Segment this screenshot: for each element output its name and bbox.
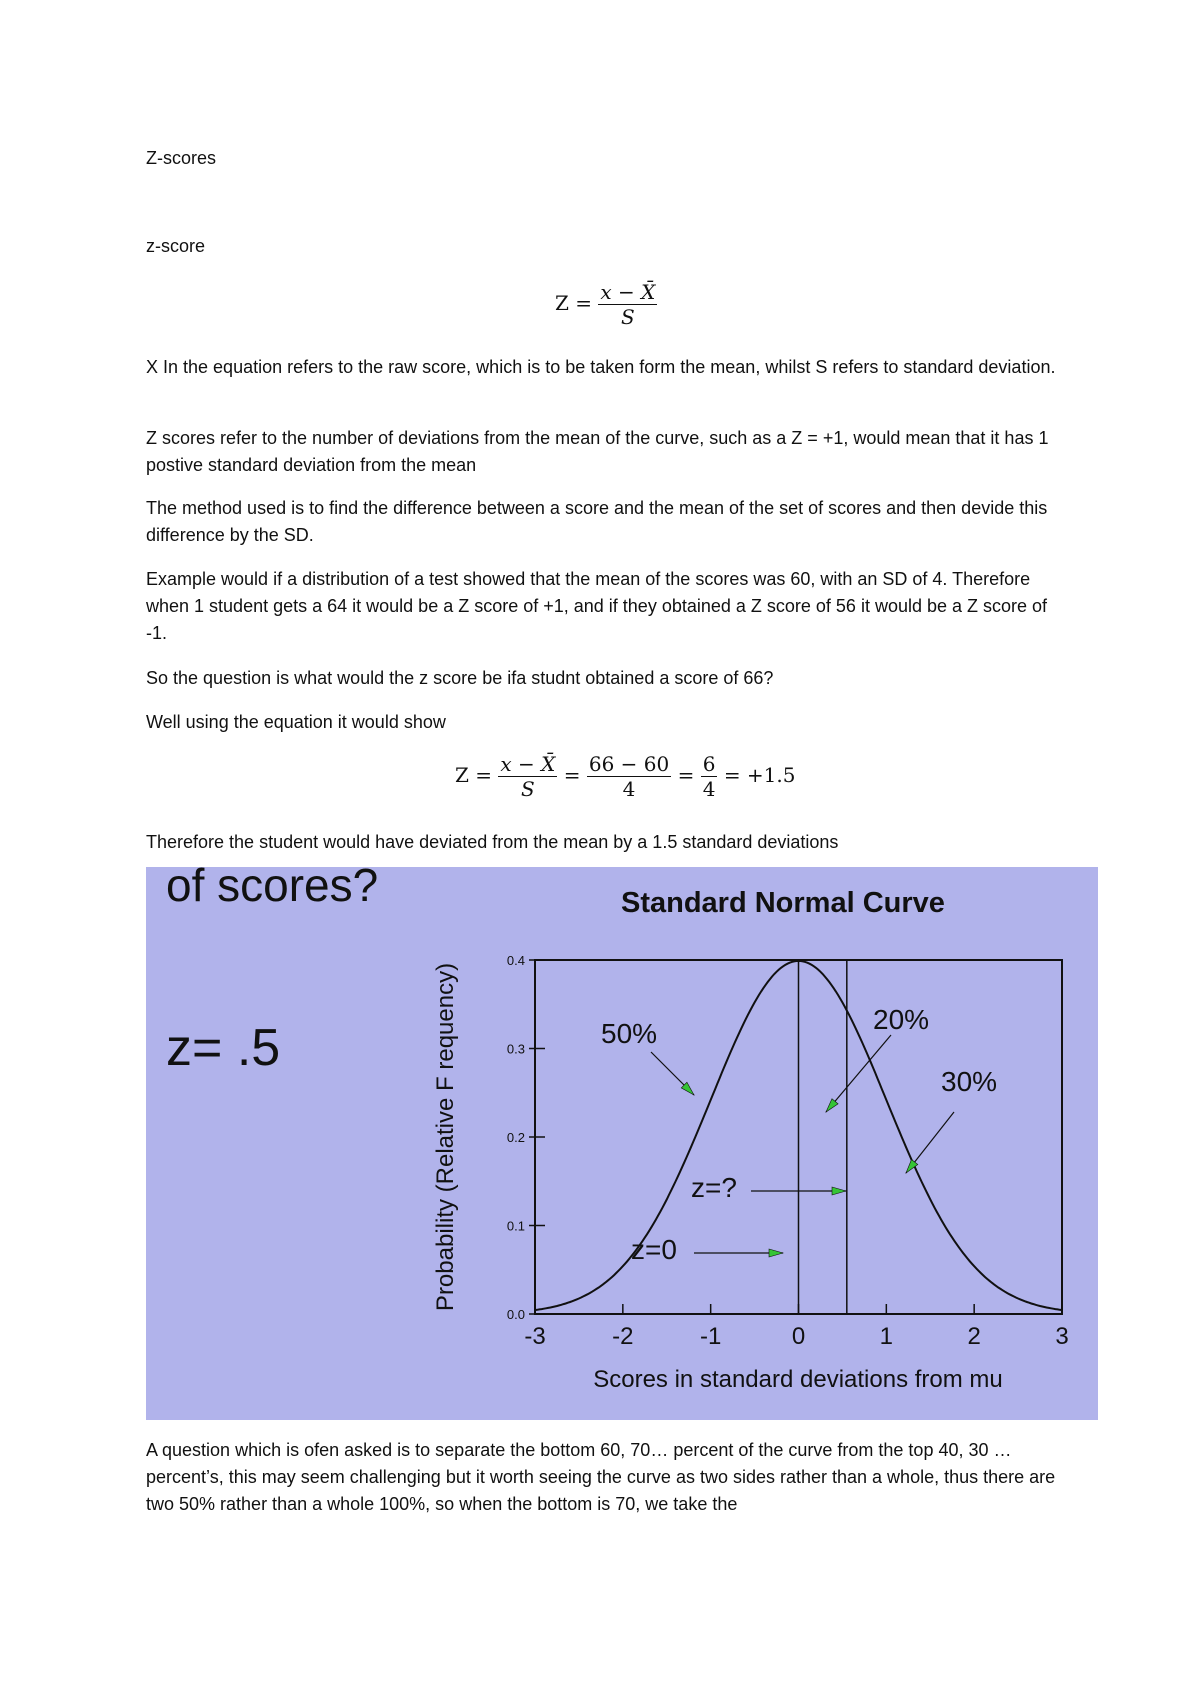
y-tick-label: 0.2 (506, 1130, 525, 1145)
x-tick-label: -1 (699, 1323, 722, 1350)
paragraph-separation: A question which is ofen asked is to separate the bottom 60, 70… percent of the curve from the top 40, 30 … percent’s, this may seem challenging but it worth seeing the curve as two sides rather than a whole, thus there are two 50% rather than a whole 100%, so when the bottom is 70, we take the (146, 1440, 1056, 1514)
worked-formula (455, 752, 796, 801)
worked-numerator-symbolic: x − X̄ (500, 752, 556, 776)
formula-fraction (598, 280, 657, 329)
paragraph-conclusion: Therefore the student would have deviated from the mean by a 1.5 standard deviations (146, 832, 839, 852)
z-unknown-label: z=? (691, 1172, 737, 1203)
chart-title: Standard Normal Curve (621, 887, 945, 919)
worked-denominator-simplified: 4 (702, 777, 716, 801)
worked-fraction-symbolic (498, 752, 557, 801)
x-tick-label: 0 (791, 1323, 806, 1350)
x-tick-label: -2 (612, 1323, 634, 1350)
paragraph-question: So the question is what would the z score be ifa studnt obtained a score of 66? (146, 668, 774, 688)
percent-50-label: 50% (601, 1018, 658, 1049)
worked-denominator-values: 4 (622, 777, 636, 801)
paragraph-equation-intro: Well using the equation it would show (146, 712, 446, 732)
worked-denominator-symbolic: S (521, 777, 535, 801)
y-tick-label: 0.4 (506, 953, 525, 968)
worked-equals: = (563, 763, 581, 787)
x-axis-label: Scores in standard deviations from mu (593, 1366, 1003, 1393)
percent-20-label: 20% (873, 1004, 930, 1035)
section-heading: z-score (146, 236, 206, 256)
paragraph-definition: X In the equation refers to the raw score, which is to be taken form the mean, whilst S refers to standard deviation. (146, 357, 1056, 377)
x-tick-label: 3 (1055, 1323, 1069, 1350)
page-heading: Z-scores (146, 148, 217, 168)
percent-30-label: 30% (941, 1066, 998, 1097)
x-tick-label: -3 (524, 1323, 546, 1350)
y-tick-label: 0.3 (506, 1041, 525, 1057)
y-tick-label: 0.0 (506, 1307, 525, 1322)
y-axis-label: Probability (Relative F requency) (432, 962, 459, 1312)
worked-lhs: Z = (455, 763, 493, 787)
worked-numerator-values: 66 − 60 (588, 752, 670, 776)
worked-numerator-simplified: 6 (702, 752, 716, 776)
worked-fraction-simplified (701, 752, 718, 801)
formula-numerator: x − X̄ (600, 280, 656, 304)
figure-corner-text: of scores? (166, 867, 379, 911)
y-tick-label: 0.1 (506, 1218, 525, 1234)
paragraph-z-meaning: Z scores refer to the number of deviations from the mean of the curve, such as a Z = +1, would mean that it has 1 postive standard deviation from the mean (146, 428, 1049, 475)
formula-lhs: Z = (555, 291, 593, 315)
worked-fraction-values (587, 752, 671, 801)
paragraph-method: The method used is to find the difference between a score and the mean of the set of scores and then devide this difference by the SD. (146, 498, 1048, 545)
paragraph-example: Example would if a distribution of a test showed that the mean of the scores was 60, with an SD of 4. Therefore when 1 student gets a 64 it would be a Z score of +1, and if they obtained a Z score of 56 it would be a Z score of -1. (146, 569, 1048, 643)
worked-equals-2: = (677, 763, 695, 787)
z-zero-label: z=0 (631, 1234, 677, 1265)
z-score-formula (555, 280, 657, 329)
z-half-label: z= .5 (166, 1019, 281, 1077)
normal-curve-figure (146, 867, 1098, 1420)
x-tick-label: 2 (967, 1323, 981, 1350)
x-tick-label: 1 (879, 1323, 894, 1350)
formula-denominator: S (621, 305, 635, 329)
worked-result: = +1.5 (723, 763, 796, 787)
